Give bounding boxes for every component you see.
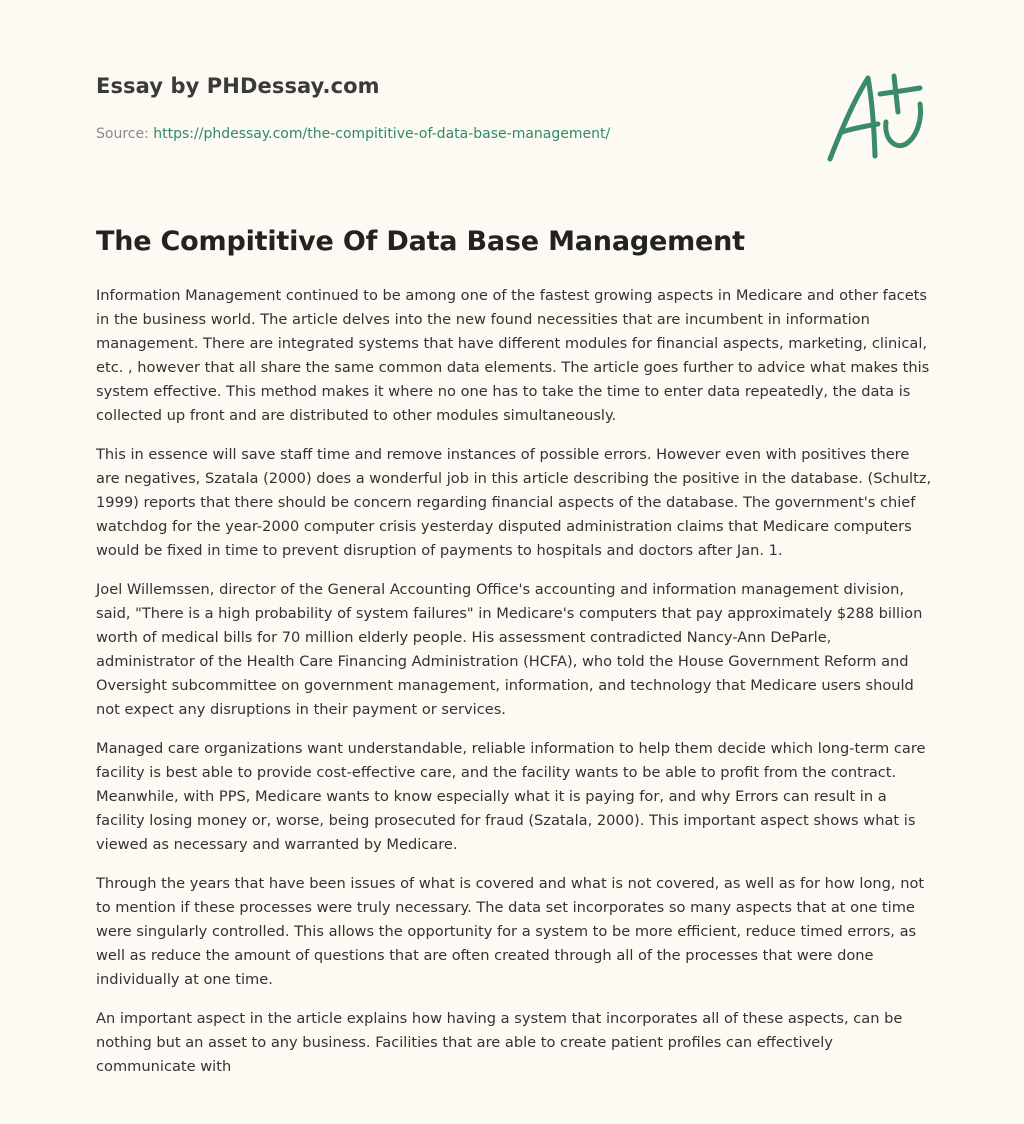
article-paragraph: Information Management continued to be among one of the fastest growing aspects in Medicare and other facets in the business world. The article delves into the new found necessities that are incumbent in information management. There are integrated systems that have different modules for financial aspects, marketing, clinical, etc. , however that all share the same common data elements. The article goes further to advice what makes this system effective. This method makes it where no one has to take the time to enter data repeatedly, the data is collected up front and are distributed to other modules simultaneously. [96,287,930,424]
article-paragraph: Through the years that have been issues of what is covered and what is not covered, as well as for how long, not to mention if these processes were truly necessary. The data set incorporates so many aspects that at one time were singularly controlled. This allows the opportunity for a system to be more efficient, reduce timed errors, as well as reduce the amount of questions that are often created through all of the processes that were done individually at one time. [96,875,925,988]
source-label: Source: [96,126,154,142]
article-paragraph: This in essence will save staff time and remove instances of possible errors. However even with positives there are negatives, Szatala (2000) does a wonderful job in this article describing the positive in the database. (Schultz, 1999) reports that there should be concern regarding financial aspects of the database. The government's chief watchdog for the year-2000 computer crisis yesterday disputed administration claims that Medicare computers would be fixed in time to prevent disruption of payments to hospitals and doctors after Jan. 1. [96,446,932,559]
page-header [96,74,796,142]
article-body [96,284,932,1094]
source-link[interactable]: https://phdessay.com/the-compititive-of-data-base-management/ [153,126,611,142]
a-plus-logo-icon [820,66,930,166]
site-brand: Essay by PHDessay.com [96,74,380,98]
article-paragraph: An important aspect in the article explains how having a system that incorporates all of these aspects, can be nothing but an asset to any business. Facilities that are able to create patient profiles can effectively communicate with [96,1010,903,1075]
article-paragraph: Joel Willemssen, director of the General Accounting Office's accounting and information management division, said, "There is a high probability of system failures" in Medicare's computers that pay approximately $288 billion worth of medical bills for 70 million elderly people. His assessment contradicted Nancy-Ann DeParle, administrator of the Health Care Financing Administration (HCFA), who told the House Government Reform and Oversight subcommittee on government management, information, and technology that Medicare users should not expect any disruptions in their payment or services. [96,581,923,718]
article-paragraph: Managed care organizations want understandable, reliable information to help them decide which long-term care facility is best able to provide cost-effective care, and the facility wants to be able to profit from the contract. Meanwhile, with PPS, Medicare wants to know especially what it is paying for, and why Errors can result in a facility losing money or, worse, being prosecuted for fraud (Szatala, 2000). This important aspect shows what is viewed as necessary and warranted by Medicare. [96,740,926,853]
article-title: The Compititive Of Data Base Management [96,226,745,257]
source-line [96,126,796,142]
